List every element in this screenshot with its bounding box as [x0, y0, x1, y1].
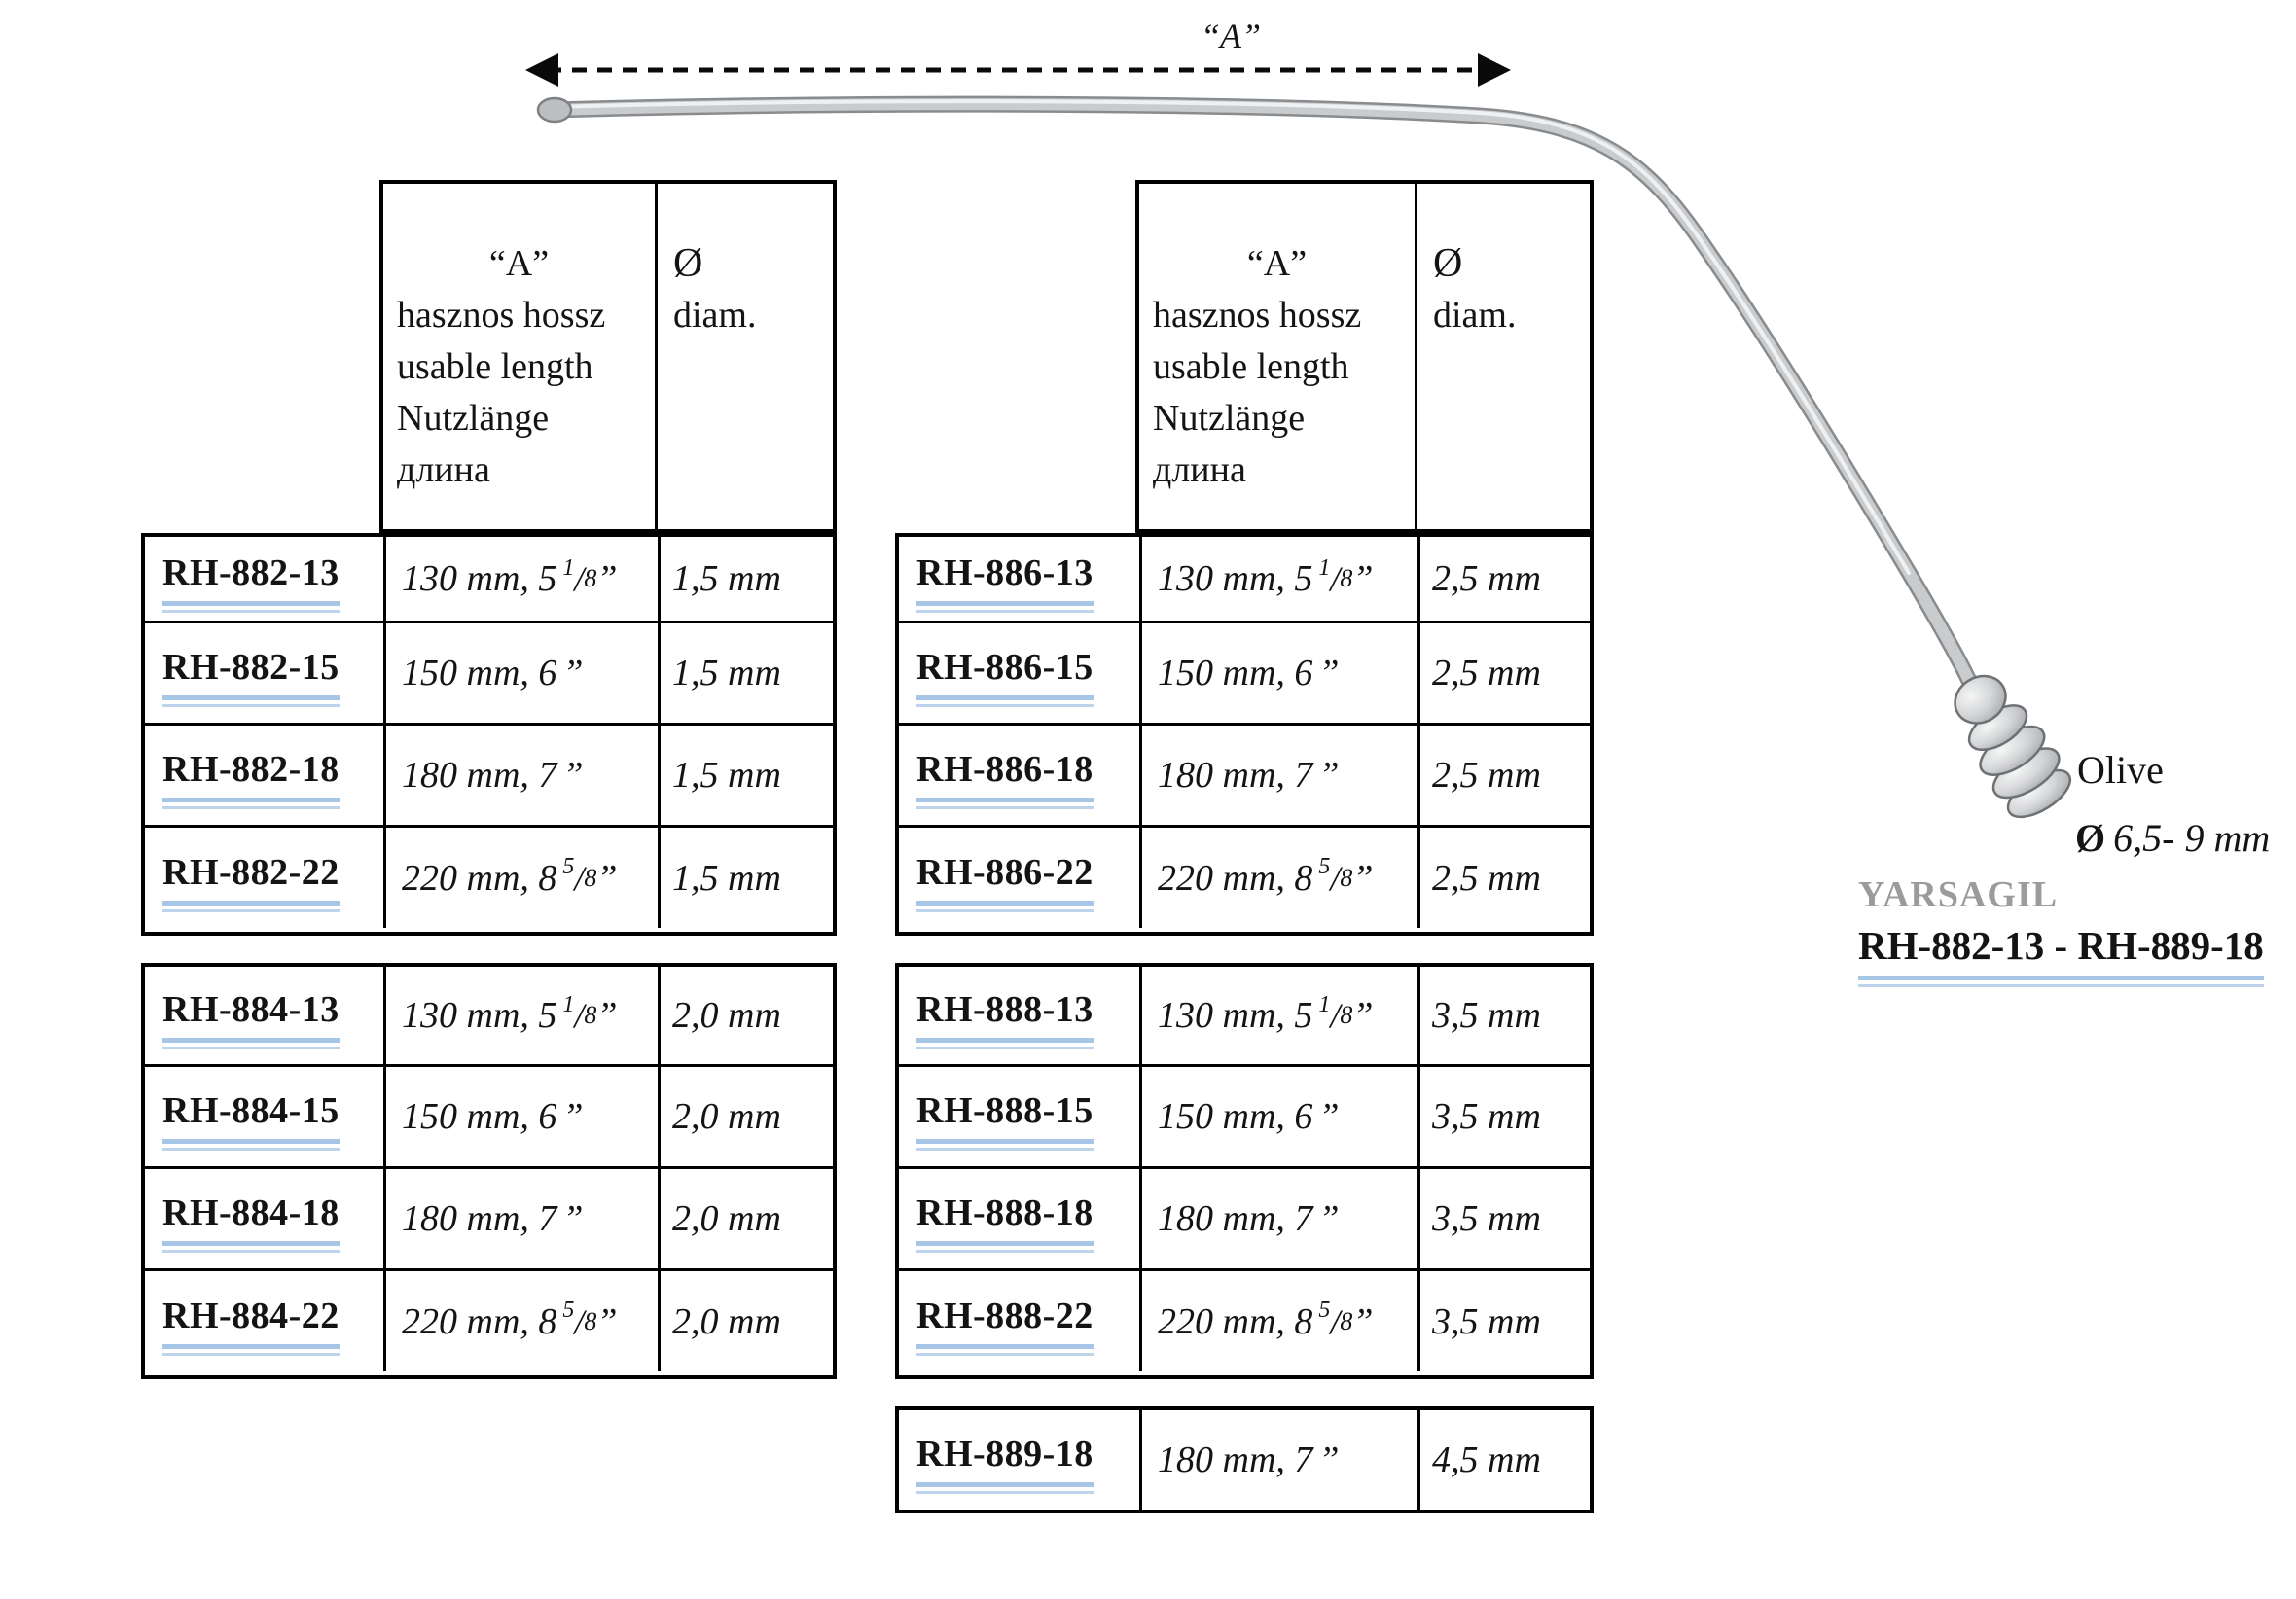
length-cell: 220 mm, 8 $^5$ / 8 ”: [383, 1271, 658, 1371]
length-cell: 150 mm, 6 ”: [1139, 1067, 1417, 1166]
arrowhead-left-icon: [525, 53, 558, 87]
diameter-cell: 1,5 mm: [658, 726, 833, 825]
table-group: [895, 1406, 1594, 1513]
header-line: Nutzlänge: [397, 398, 550, 439]
product-code-cell: [899, 1410, 1139, 1510]
table-row: [899, 1067, 1590, 1169]
table-row: [899, 623, 1590, 726]
group-gap: [895, 936, 1594, 963]
diameter-cell: 2,0 mm: [658, 1169, 833, 1268]
length-cell: 180 mm, 7 ”: [1139, 1169, 1417, 1268]
header-line: длина: [397, 449, 490, 490]
product-code-cell: [145, 1067, 383, 1166]
product-code-link[interactable]: RH-888-13: [916, 988, 1094, 1043]
product-code-cell: [145, 623, 383, 723]
diameter-cell: 3,5 mm: [1417, 1271, 1590, 1371]
length-cell: 220 mm, 8 $^5$ / 8 ”: [383, 828, 658, 928]
diameter-cell: 2,5 mm: [1417, 828, 1590, 928]
product-code-cell: [899, 1169, 1139, 1268]
header-line: длина: [1153, 449, 1246, 490]
product-code-link[interactable]: RH-888-22: [916, 1295, 1094, 1349]
diameter-cell: 1,5 mm: [658, 537, 833, 621]
diameter-cell: 2,0 mm: [658, 967, 833, 1064]
product-code-cell: [145, 1271, 383, 1371]
product-code-link[interactable]: RH-888-15: [916, 1089, 1094, 1144]
olive-label: Olive: [2077, 748, 2164, 792]
dimension-label-a: “A”: [1200, 17, 1262, 55]
header-line: hasznos hossz: [1153, 295, 1362, 336]
table-group: [141, 963, 837, 1379]
product-code-link[interactable]: RH-886-13: [916, 551, 1094, 606]
group-gap: [895, 1379, 1594, 1406]
product-code-cell: [145, 1169, 383, 1268]
length-cell: 130 mm, 5 $^1$ / 8 ”: [383, 537, 658, 621]
length-cell: 180 mm, 7 ”: [383, 726, 658, 825]
olive-diameter-value: 6,5- 9 mm: [2113, 816, 2271, 860]
product-code-link[interactable]: RH-884-15: [162, 1089, 340, 1144]
header-usable-length: [383, 184, 658, 529]
diameter-cell: 4,5 mm: [1417, 1410, 1590, 1510]
length-cell: 150 mm, 6 ”: [1139, 623, 1417, 723]
table-row: [145, 828, 833, 928]
diameter-symbol: Ø: [2075, 816, 2106, 860]
header-line: “A”: [488, 243, 550, 284]
table-row: [899, 537, 1590, 623]
header-line: Nutzlänge: [1153, 398, 1306, 439]
dimension-arrow: [525, 53, 1511, 87]
product-code-cell: [899, 967, 1139, 1064]
table-row: [899, 967, 1590, 1067]
header-line: diam.: [1433, 295, 1517, 336]
diameter-symbol: Ø: [1433, 241, 1463, 286]
length-cell: 180 mm, 7 ”: [383, 1169, 658, 1268]
diameter-cell: 2,0 mm: [658, 1271, 833, 1371]
product-code-link[interactable]: RH-882-18: [162, 748, 340, 802]
product-code-link[interactable]: RH-886-18: [916, 748, 1094, 802]
table-group: [895, 533, 1594, 936]
table-row: [899, 726, 1590, 828]
length-cell: 150 mm, 6 ”: [383, 623, 658, 723]
product-code-link[interactable]: RH-886-22: [916, 851, 1094, 906]
diameter-cell: 2,5 mm: [1417, 537, 1590, 621]
product-code-cell: [899, 828, 1139, 928]
spec-table-right: [895, 180, 1594, 1513]
product-code-link[interactable]: RH-884-13: [162, 988, 340, 1043]
header-line: diam.: [673, 295, 757, 336]
product-code-cell: [899, 726, 1139, 825]
product-code-cell: [899, 1271, 1139, 1371]
length-cell: 130 mm, 5 $^1$ / 8 ”: [1139, 967, 1417, 1064]
length-cell: 220 mm, 8 $^5$ / 8 ”: [1139, 1271, 1417, 1371]
table-row: [899, 828, 1590, 928]
table-row: [899, 1169, 1590, 1271]
length-cell: 130 mm, 5 $^1$ / 8 ”: [1139, 537, 1417, 621]
table-header-left: [379, 180, 837, 533]
product-code-link[interactable]: RH-882-13: [162, 551, 340, 606]
table-row: [899, 1271, 1590, 1371]
diameter-cell: 1,5 mm: [658, 623, 833, 723]
header-line: “A”: [1246, 243, 1308, 284]
diameter-cell: 2,5 mm: [1417, 726, 1590, 825]
header-diameter: [1417, 184, 1590, 529]
product-code-cell: [899, 537, 1139, 621]
diameter-cell: 3,5 mm: [1417, 1067, 1590, 1166]
table-row: [145, 726, 833, 828]
spec-table-left: [141, 180, 837, 1379]
product-code-cell: [145, 828, 383, 928]
diameter-cell: 3,5 mm: [1417, 1169, 1590, 1268]
diameter-cell: 3,5 mm: [1417, 967, 1590, 1064]
product-range-link[interactable]: [1858, 922, 2264, 980]
table-row: [145, 1067, 833, 1169]
product-code-cell: [145, 537, 383, 621]
header-diameter: [658, 184, 833, 529]
brand-label: YARSAGIL: [1858, 874, 2059, 915]
olive-tip: [1937, 661, 2079, 828]
table-group: [895, 963, 1594, 1379]
product-code-link[interactable]: RH-882-15: [162, 646, 340, 700]
length-cell: 150 mm, 6 ”: [383, 1067, 658, 1166]
table-row: [145, 1169, 833, 1271]
table-group: [141, 533, 837, 936]
table-row: [145, 537, 833, 623]
length-cell: 130 mm, 5 $^1$ / 8 ”: [383, 967, 658, 1064]
table-header-right: [1135, 180, 1594, 533]
tube-tip-cap: [538, 98, 571, 122]
product-code-link[interactable]: RH-889-18: [916, 1433, 1094, 1487]
product-range-text: RH-882-13 - RH-889-18: [1858, 922, 2264, 980]
table-row: [899, 1410, 1590, 1510]
group-gap: [141, 936, 837, 963]
header-usable-length: [1139, 184, 1417, 529]
product-code-link[interactable]: RH-882-22: [162, 851, 340, 906]
table-row: [145, 623, 833, 726]
header-line: hasznos hossz: [397, 295, 606, 336]
product-code-link[interactable]: RH-884-18: [162, 1191, 340, 1246]
diameter-cell: 2,0 mm: [658, 1067, 833, 1166]
arrowhead-right-icon: [1478, 53, 1511, 87]
product-code-cell: [145, 967, 383, 1064]
diameter-cell: 1,5 mm: [658, 828, 833, 928]
length-cell: 180 mm, 7 ”: [1139, 726, 1417, 825]
product-code-cell: [899, 1067, 1139, 1166]
diameter-cell: 2,5 mm: [1417, 623, 1590, 723]
product-code-link[interactable]: RH-886-15: [916, 646, 1094, 700]
product-code-cell: [899, 623, 1139, 723]
olive-diameter-note: [2075, 815, 2270, 861]
product-code-link[interactable]: RH-888-18: [916, 1191, 1094, 1246]
length-cell: 220 mm, 8 $^5$ / 8 ”: [1139, 828, 1417, 928]
product-code-cell: [145, 726, 383, 825]
header-line: usable length: [1153, 346, 1349, 387]
product-code-link[interactable]: RH-884-22: [162, 1295, 340, 1349]
table-row: [145, 1271, 833, 1371]
table-row: [145, 967, 833, 1067]
header-line: usable length: [397, 346, 593, 387]
length-cell: 180 mm, 7 ”: [1139, 1410, 1417, 1510]
diameter-symbol: Ø: [673, 241, 703, 286]
